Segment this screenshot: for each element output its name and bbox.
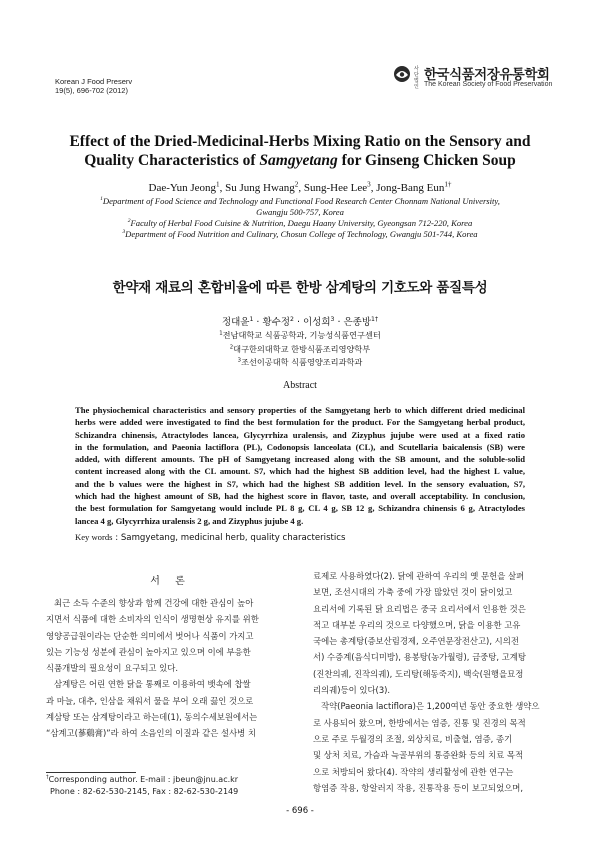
affiliation: $^1$Department of Food Science and Technology and Functional Food Research Center Chonnam National University, xyxy=(100,196,500,206)
abstract-line: lancea 4 g, Glycyrrhiza uralensis 2 g, and Zizyphus jujube 4 g. xyxy=(75,515,304,526)
body-line: 로 사용되어 왔으며, 한방에서는 염증, 진통 및 진경의 목적 xyxy=(313,717,526,728)
abstract-line: content increased along with the CL amount. S7, which had the highest SB addition level, had the highest L value, xyxy=(75,466,525,477)
author-list: Dae-Yun Jeong$^1$, Su Jung Hwang$^2$, Sung-Hee Lee$^3$, Jong-Bang Eun$^{1\dagger}$ xyxy=(148,180,452,194)
footnote-line: Phone : 82-62-530-2145, Fax : 82-62-530-2149 xyxy=(50,787,239,796)
corresponding-author-email: Corresponding author. E-mail : jbeun@jnu.ac.kr xyxy=(48,775,239,784)
affiliation-continued: Gwangju 500-757, Korea xyxy=(256,207,344,217)
abstract-line: in the formulation, and Paeonia lactiflora (PL), Codonopsis lanceolata (CL), and Scutellaria baicalensis (SB) were xyxy=(75,441,525,452)
society-logo xyxy=(393,63,553,93)
body-column-left xyxy=(46,595,295,742)
body-line: 서) 수증계(음식디미방), 용봉탕(농가월령), 금중탕, 고계탕 xyxy=(313,652,526,663)
title-line-2-pre: Quality Characteristics of xyxy=(84,152,260,169)
dagger-mark: † xyxy=(46,774,49,781)
society-name: 한국식품저장유통학회 xyxy=(424,67,550,83)
author: Su Jung Hwang$^2$ xyxy=(225,180,299,194)
body-line: 항염증 작용, 항알러지 작용, 진통작용 등이 보고되었으며, xyxy=(313,782,524,793)
author: Jong-Bang Eun$^{1\dagger}$ xyxy=(376,180,452,194)
body-line: 보면, 조선시대의 가축 중에 가장 많았던 것이 닭이었고 xyxy=(313,587,513,598)
body-line: 최근 소득 수준의 향상과 함께 건강에 대한 관심이 높아 xyxy=(54,598,254,608)
korean-author: 이성희$^3$ xyxy=(302,315,335,328)
title-line-1: Effect of the Dried-Medicinal-Herbs Mixing Ratio on the Sensory and xyxy=(69,133,531,150)
body-line: (진찬의궤, 진작의궤), 도리탕(해동죽지), 백숙(원행을묘정 xyxy=(313,668,524,679)
body-line: “삼계고(蔘鷄膏)”라 하여 소음인의 이질과 같은 설사병 치 xyxy=(46,728,257,739)
body-line: 있는 기능성 성분에 관심이 높아지고 있으며 이에 부응한 xyxy=(46,646,251,657)
abstract-line: Schizandra chinensis, Atractylodes lancea, Glycyrrhiza uralensis, and Zizyphus jujube were used at a fixed ratio xyxy=(75,429,525,440)
keywords-text: Samgyetang, medicinal herb, quality characteristics xyxy=(120,533,346,543)
body-line: 영양공급원이라는 단순한 의미에서 벗어나 식품이 가지고 xyxy=(46,630,254,641)
korean-affiliation: $^3$조선이공대학 식품영양조리과학과 xyxy=(237,357,363,367)
body-line: 적고 대부분 우리의 것으로 다양했으며, 닭을 이용한 고유 xyxy=(313,619,521,630)
affiliation: $^2$Faculty of Herbal Food Cuisine & Nutrition, Daegu Haany University, Gyeongsan 712-220, Korea xyxy=(127,218,473,228)
journal-volume: 19(5), 696-702 (2012) xyxy=(55,86,128,95)
page-number: - 696 - xyxy=(286,806,314,816)
body-line: 과 마늘, 대추, 인삼을 채워서 물을 부어 오래 끓인 것으로 xyxy=(46,695,254,706)
author: Dae-Yun Jeong$^1$ xyxy=(148,180,220,194)
body-line: 료제로 사용하였다(2). 닭에 관하여 우리의 옛 문헌을 살펴 xyxy=(313,571,525,581)
korean-title: 한약재 재료의 혼합비율에 따른 한방 삼계탕의 기호도와 품질특성 xyxy=(112,280,488,296)
footnote xyxy=(46,774,238,798)
keywords-separator: : xyxy=(112,533,121,543)
keywords-label: Key words xyxy=(75,532,113,542)
body-column-right xyxy=(313,568,562,796)
journal-name: Korean J Food Preserv xyxy=(55,77,133,86)
body-line: 요리서에 기록된 닭 요리법은 중국 요리서에서 인용한 것은 xyxy=(313,603,526,614)
korean-affiliation: $^1$전남대학교 식품공학과, 기능성식품연구센터 xyxy=(219,330,381,340)
body-line: 및 상처 치료, 가슴과 늑골부위의 통증완화 등의 치료 목적 xyxy=(313,750,524,761)
footnote-divider xyxy=(46,772,136,773)
abstract-line: which had the highest amount of SB, had the highest score in flavor, taste, and overall acceptability. In conclusion, xyxy=(75,491,525,502)
affiliation: $^3$Department of Food Nutrition and Culinary, Chosun College of Technology, Gwangju 501-744, Korea xyxy=(122,229,478,239)
body-line: 리의궤)등이 있다(3). xyxy=(313,685,391,696)
body-line: 지면서 식품에 대한 소비자의 인식이 생명현상 유지를 위한 xyxy=(46,614,259,625)
society-name-english: The Korean Society of Food Preservation xyxy=(424,81,553,88)
korean-affiliation-list xyxy=(30,329,570,370)
paper-title xyxy=(30,132,570,170)
journal-citation xyxy=(55,77,132,95)
introduction-heading: 서 론 xyxy=(150,576,191,587)
body-line: 으로 주로 두월경의 조절, 외상치료, 비출혈, 염증, 종기 xyxy=(313,733,513,744)
title-line-2 xyxy=(30,151,570,170)
logo-small-mark: 사단 법인 xyxy=(414,66,419,90)
korean-author-list: 정대윤$^1$ · 황수정$^2$ · 이성희$^3$ · 은종방$^{1\dagger}$ xyxy=(221,315,379,328)
abstract-heading: Abstract xyxy=(283,380,317,391)
korean-author: 은종방$^{1\dagger}$ xyxy=(343,315,379,328)
affiliation-list xyxy=(50,196,550,240)
body-line: 식품개발의 필요성이 요구되고 있다. xyxy=(46,663,179,674)
abstract-line: herbs were added were investigated to find the best formulation for the product. For the Samgyetang herbal product, xyxy=(75,417,525,428)
author: Sung-Hee Lee$^3$ xyxy=(303,180,371,194)
abstract-line: the best formulation for Samgyetang would include PL 8 g, CL 4 g, SB 12 g, Schizandra chinensis 6 g, Atractylodes xyxy=(75,503,525,514)
abstract-line: added, with different amounts. The pH of Samgyetang increased along with the SB amount, and the soluble-solid xyxy=(75,454,525,465)
korean-affiliation: $^2$대구한의대학교 한방식품조리영양학부 xyxy=(229,343,371,354)
body-line: 작약(Paeonia lactiflora)은 1,200여년 동안 중요한 생약으 xyxy=(321,701,540,712)
body-line: 계삼탕 또는 삼계탕이라고 하는데(1), 동의수세보원에서는 xyxy=(46,712,258,723)
abstract-line: and the b values were the highest in S7, which had the highest SB addition level. In the sensory evaluation, S7, xyxy=(75,478,525,489)
society-emblem-icon xyxy=(393,65,411,83)
korean-author: 정대윤$^1$ xyxy=(221,315,254,328)
korean-author: 황수정$^2$ xyxy=(262,315,294,328)
body-line: 으로 처방되어 왔다(4). 작약의 생리활성에 관한 연구는 xyxy=(313,766,514,777)
title-line-2-post: for Ginseng Chicken Soup xyxy=(337,152,516,169)
abstract-body xyxy=(75,404,525,527)
title-line-2-em: Samgyetang xyxy=(259,152,338,169)
abstract-line: The physiochemical characteristics and sensory properties of the Samgyetang herb to which different dried medicinal xyxy=(75,405,525,415)
body-line: 국에는 총계탕(증보산림경제, 오주연문장전산고), 시의전 xyxy=(313,636,519,647)
keywords xyxy=(75,532,525,543)
footnote-line xyxy=(46,774,238,786)
body-line: 삼계탕은 어린 연한 닭을 통째로 이용하여 뱃속에 찹쌀 xyxy=(54,679,251,690)
